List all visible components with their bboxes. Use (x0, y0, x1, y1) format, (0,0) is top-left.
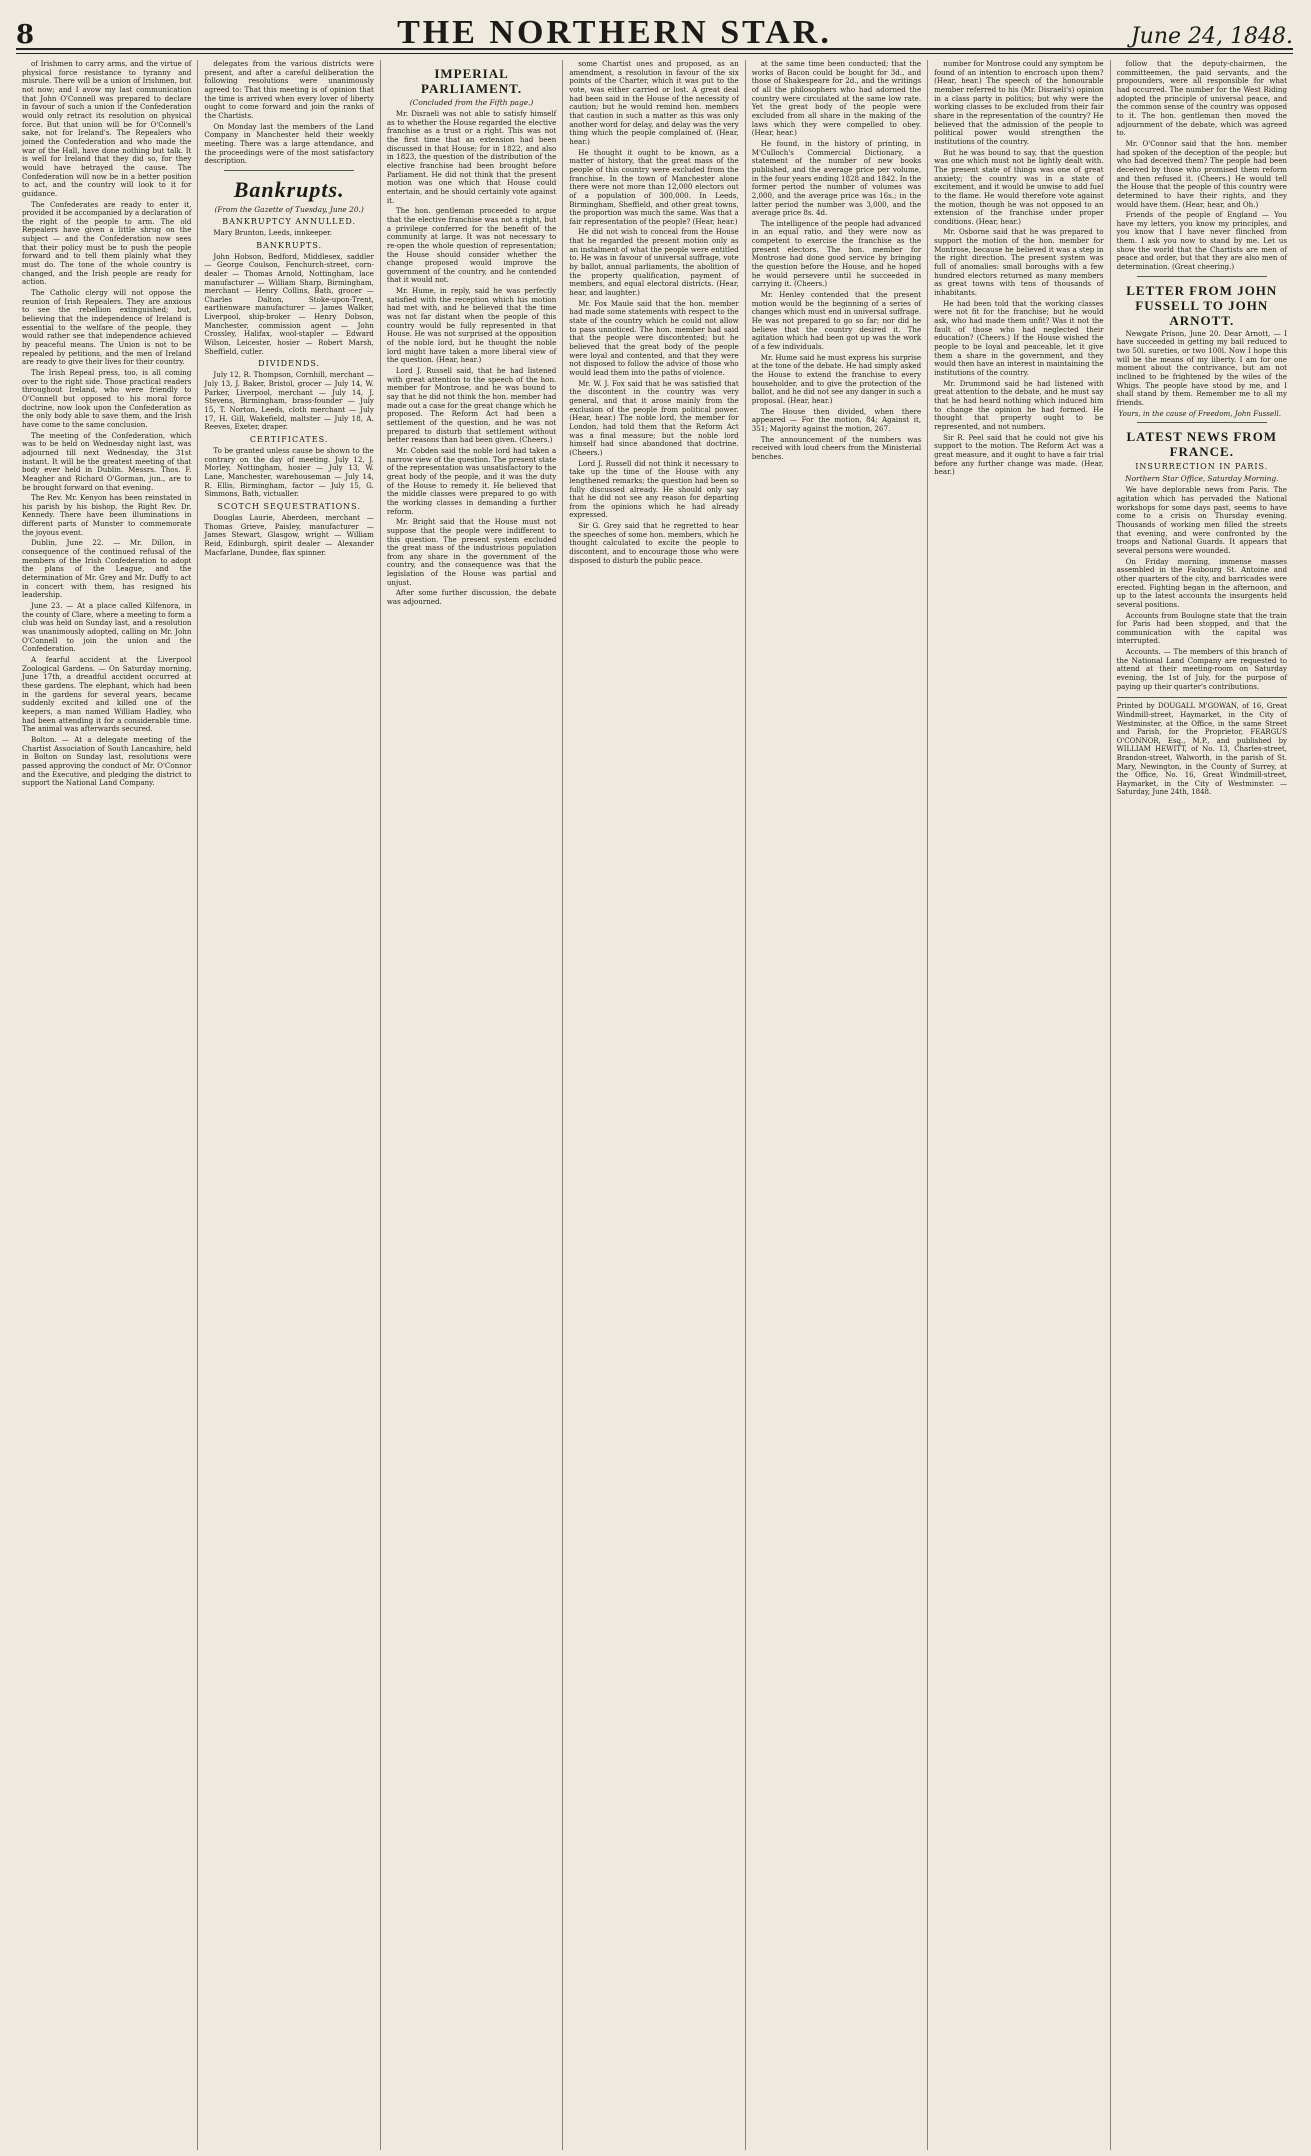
subheading: (Concluded from the Fifth page.) (409, 98, 534, 107)
paragraph: follow that the deputy-chairmen, the committeemen, the paid servants, and the propounders, were all responsible for what had occurred. The number for the West Riding adopted the principle of universal peace, and the common sense of the country was opposed to it. The hon. gentleman then moved the adjournment of the debate, which was agreed to. (1116, 60, 1287, 138)
issue-date: June 24, 1848. (1130, 24, 1293, 49)
paragraph: Sir G. Grey said that he regretted to hear the speeches of some hon. members, which he thought calculated to excite the people to discontent, and to encourage those who were disposed to disturb the public peace. (569, 521, 739, 565)
paragraph: Friends of the people of England — You have my letters, you know my principles, and you know that I have never flinched from them. I ask you now to stand by me. Let us show the world that the Chartists are men of peace and order, but that they are also men of determination. (Great cheering.) (1116, 210, 1287, 272)
caps-heading: INSURRECTION IN PARIS. (1135, 462, 1269, 472)
paragraph: We have deplorable news from Paris. The agitation which has pervaded the National workshops for some days past, seems to have come to a crisis on Thursday evening. Thousands of working men filled the streets that evening, and were confronted by the troops and National Guards. It appears that several persons were wounded. (1116, 485, 1287, 555)
paragraph: Dublin, June 22. — Mr. Dillon, in consequence of the continued refusal of the members of the Irish Confederation to adopt the plans of the League, and the determination of Mr. Grey and Mr. Duffy to act in concert with them, has resigned his leadership. (22, 538, 192, 600)
signature: Yours, in the cause of Freedom, John Fussell. (1118, 408, 1281, 418)
section-heading: LETTER FROM JOHN FUSSELL TO JOHN ARNOTT. (1126, 282, 1278, 328)
divider (224, 170, 353, 171)
paragraph: The Irish Repeal press, too, is all coming over to the right side. Those practical readers throughout Ireland, who were friendly to O'Connell but opposed to his moral force doctrine, now look upon the Confederation as the only body able to save them, and the Irish have come to the same conclusion. (22, 367, 192, 429)
paragraph: Mr. Cobden said the noble lord had taken a narrow view of the question. The present state of the representation was unsatisfactory to the great body of the people, and it was the duty of the House to remedy it. He believed that the middle classes were prepared to go with the working classes in demanding a further reform. (386, 445, 557, 516)
paragraph: June 23. — At a place called Kilfenora, in the county of Clare, where a meeting to form a club was held on Sunday last, and a resolution was unanimously adopted, calling on Mr. John O'Connell to join the union and the Confederation. (22, 601, 192, 654)
paragraph: The intelligence of the people had advanced in an equal ratio, and they were now as competent to exercise the franchise as the present electors. The hon. member for Montrose had done good service by bringing the question before the House, and he hoped he would persevere until he succeeded in carrying it. (Cheers.) (751, 218, 922, 289)
paragraph: After some further discussion, the debate was adjourned. (386, 588, 557, 607)
paragraph: Bolton. — At a delegate meeting of the Chartist Association of South Lancashire, held in Bolton on Sunday last, resolutions were passed approving the conduct of Mr. O'Connor and the Executive, and pledging the district to support the National Land Company. (22, 734, 192, 788)
column-6 (928, 60, 1110, 2150)
paragraph: Mr. Osborne said that he was prepared to support the motion of the hon. member for Montrose, because he believed it was a step in the right direction. The present system was full of anomalies: small boroughs with a few hundred electors returned as many members as great towns with tens of thousands of inhabitants. (934, 227, 1104, 298)
divider (1137, 422, 1267, 423)
column-2 (198, 60, 380, 2150)
paragraph: Accounts. — The members of this branch of the National Land Company are requested to attend at their meeting-room on Saturday evening, the 1st of July, for the purpose of paying up their quarter's contributions. (1116, 647, 1287, 691)
paragraph: Douglas Laurie, Aberdeen, merchant — Thomas Grieve, Paisley, manufacturer — James Stewart, Glasgow, wright — William Reid, Edinburgh, spirit dealer — Alexander Macfarlane, Dundee, flax spinner. (204, 512, 374, 557)
caps-heading: BANKRUPTS. (256, 240, 323, 250)
paragraph: Mr. Hume, in reply, said he was perfectly satisfied with the reception which his motion had met with, and he believed that the time was not far distant when the people of this country would be fully represented in that House. He was not surprised at the opposition of the noble lord, but he thought the noble lord might have taken a more liberal view of the question. (Hear, hear.) (386, 286, 557, 365)
divider (1137, 276, 1267, 277)
page-number: 8 (16, 20, 35, 50)
article-columns (16, 60, 1293, 2150)
paragraph: He had been told that the working classes were not fit for the franchise; but he would ask, who had made them unfit? Was it not the fault of those who had neglected their education? (Cheers.) If the House wished the people to be loyal and peaceable, let it give them a share in the government, and they would then have an interest in maintaining the institutions of the country. (934, 298, 1104, 377)
paragraph: To be granted unless cause be shown to the contrary on the day of meeting. July 12, J. Morley, Nottingham, hosier — July 13, W. Lane, Manchester, warehouseman — July 14, R. Ellis, Birmingham, factor — July 15, G. Simmons, Bath, victualler. (204, 446, 374, 499)
paragraph: Mr. Fox Maule said that the hon. member had made some statements with respect to the state of the country which he could not allow to pass unnoticed. The hon. member had said that the people were discontented; but he believed that the great body of the people were loyal and contented, and that they were not disposed to follow the advice of those who would lead them into the paths of violence. (569, 298, 739, 377)
paragraph: A fearful accident at the Liverpool Zoological Gardens. — On Saturday morning, June 17th, a dreadful accident occurred at these gardens. The elephant, which had been in the gardens for several years, became suddenly excited and killed one of the keepers, a man named William Hadley, who had been attending it for a considerable time. The animal was afterwards secured. (22, 654, 192, 734)
section-heading: Bankrupts. (233, 176, 345, 202)
paragraph: of Irishmen to carry arms, and the virtue of physical force resistance to tyranny and misrule. There will be a union of Irishmen, but not now; and I avow my last communication that John O'Connell was prepared to declare in favour of such a union if the Confederation would only retract its resolution on physical force. But that union will be for O'Connell's sake, not for Ireland's. The Repealers who joined the Confederation and who made the war of the Hall, have done nothing but talk. It is well for Ireland that they did so, for they would have betrayed the cause. The Confederation will now be in a better position to act, and the country will look to it for guidance. (22, 60, 192, 198)
paragraph: The Catholic clergy will not oppose the reunion of Irish Repealers. They are anxious to see the rebellion extinguished; but, believing that the independence of Ireland is essential to the welfare of the people, they would rather see that independence achieved by peaceful means. The Union is not to be repealed by petitions, and the men of Ireland are ready to give their lives for their country. (22, 288, 192, 367)
paragraph: The meeting of the Confederation, which was to be held on Wednesday night last, was adjourned till next Wednesday, the 31st instant. It will be the greatest meeting of that body ever held in Dublin. Messrs. Thos. F. Meagher and Richard O'Gorman, jun., are to be brought forward on that evening. (22, 430, 192, 492)
subheading: Northern Star Office, Saturday Morning. (1125, 474, 1279, 484)
paragraph: Mr. Disraeli was not able to satisfy himself as to whether the House regarded the elective franchise as a trust or a right. This was not the first time that an extension had been discussed in that House; for in 1822, and also in 1823, the question of the distribution of the elective franchise had been brought before Parliament. He did not think that the present motion was one which that House could entertain, and he should certainly vote against it. (386, 109, 557, 205)
subheading: (From the Gazette of Tuesday, June 20.) (214, 204, 364, 214)
paragraph: The Confederates are ready to enter it, provided it be accompanied by a declaration of the right of the people to arm. The old Repealers have given a little shrug on the subject — and the Confederation now sees that their policy must be to push the people forward and to tell them plainly what they must do. The tone of the whole country is changed, and the Irish people are ready for action. (22, 199, 192, 287)
paragraph: The Rev. Mr. Kenyon has been reinstated in his parish by his bishop, the Right Rev. Dr. Kennedy. There have been illuminations in different parts of Munster to commemorate the joyous event. (22, 493, 192, 537)
paragraph: He thought it ought to be known, as a matter of history, that the great mass of the people of this country were excluded from the franchise. In the town of Manchester alone there were not more than 12,000 electors out of a population of 300,000. In Leeds, Birmingham, Sheffield, and other great towns, the proportion was much the same. Was that a fair representation of the people? (Hear, hear.) (569, 147, 739, 226)
paragraph: Mr. Henley contended that the present motion would be the beginning of a series of changes which must end in universal suffrage. He was not prepared to go so far; nor did he believe that the country desired it. The agitation which had been got up was the work of a few individuals. (751, 290, 922, 351)
paragraph: On Friday morning, immense masses assembled in the Faubourg St. Antoine and other quarters of the city, and barricades were erected. Fighting began in the afternoon, and up to the latest accounts the insurgents held several positions. (1116, 556, 1287, 609)
column-1 (16, 60, 198, 2150)
caps-heading: DIVIDENDS. (258, 359, 321, 369)
paragraph: delegates from the various districts were present, and after a careful deliberation the following resolutions were unanimously agreed to: That this meeting is of opinion that the time is arrived when every lover of liberty ought to come forward and join the ranks of the Chartists. (204, 60, 374, 120)
paragraph: Mr. Bright said that the House must not suppose that the people were indifferent to this question. The present system excluded the great mass of the industrious population from any share in the government of the country, and the consequence was that the legislation of the House was partial and unjust. (386, 517, 557, 587)
paragraph: Lord J. Russell did not think it necessary to take up the time of the House with any lengthened remarks; the question had been so fully discussed already. He should only say that he did not see any reason for departing from the opinions which he had already expressed. (569, 458, 739, 520)
paragraph: Sir R. Peel said that he could not give his support to the motion. The Reform Act was a great measure, and it ought to have a fair trial before any further change was made. (Hear, hear.) (934, 432, 1104, 477)
newspaper-title: THE NORTHERN STAR. (397, 14, 832, 51)
section-heading: LATEST NEWS FROM FRANCE. (1126, 429, 1278, 460)
paragraph: But he was bound to say, that the question was one which must not be lightly dealt with. The present state of things was one of great anxiety; the country was in a state of excitement, and it would be unwise to add fuel to the flame. He would therefore vote against the motion, though he was not opposed to an extension of the franchise under proper conditions. (Hear, hear.) (934, 147, 1104, 226)
column-7 (1111, 60, 1293, 2150)
paragraph: Mr. W. J. Fox said that he was satisfied that the discontent in the country was very general, and that it arose mainly from the exclusion of the people from political power. (Hear, hear.) The noble lord, the member for London, had told them that the Reform Act was a final measure; but the noble lord himself had since abandoned that doctrine. (Cheers.) (569, 378, 739, 457)
paragraph: The hon. gentleman proceeded to argue that the elective franchise was not a right, but a privilege conferred for the benefit of the community at large. It was not necessary to re-open the whole question of representation; the House should consider whether the change proposed would improve the government of the country, and he contended that it would not. (386, 206, 557, 285)
paragraph: Mr. Drummond said he had listened with great attention to the debate, and he must say that he had heard nothing which induced him to change the opinion he had formed. He thought that property ought to be represented, and not numbers. (934, 378, 1104, 431)
masthead (16, 14, 1293, 50)
paragraph: The announcement of the numbers was received with loud cheers from the Ministerial benches. (751, 434, 922, 461)
paragraph: Mr. O'Connor said that the hon. member had spoken of the deception of the people; but who had deceived them? The people had been deceived by those who promised them reform and then refused it. (Cheers.) He would tell the House that the people of this country were determined to have their rights, and they would have them. (Hear, hear, and Oh.) (1116, 138, 1287, 209)
section-heading: IMPERIAL PARLIAMENT. (420, 66, 523, 96)
paragraph: John Hobson, Bedford, Middlesex, saddler — George Coulson, Fenchurch-street, corn-dealer — Thomas Arnold, Nottingham, lace manufacturer — William Sharp, Birmingham, merchant — Henry Collins, Bath, grocer — Charles Dalton, Stoke-upon-Trent, earthenware manufacturer — James Walker, Liverpool, ship-broker — Henry Dobson, Manchester, commission agent — John Crossley, Halifax, wool-stapler — Edward Wilson, Leicester, hosier — Robert Marsh, Sheffield, cutler. (204, 251, 374, 356)
paragraph: at the same time been conducted; that the works of Bacon could be bought for 3d., and those of Shakespeare for 2d., and the writings of all the philosophers who had adorned the country were circulated at the same low rate. Yet the great body of the people were excluded from all share in the making of the laws which they were compelled to obey. (Hear, hear.) (751, 60, 922, 138)
paragraph: He did not wish to conceal from the House that he regarded the present motion only as an instalment of what the people were entitled to. He was in favour of universal suffrage, vote by ballot, annual parliaments, the abolition of the property qualification, payment of members, and equal electoral districts. (Hear, hear, and laughter.) (569, 227, 739, 298)
caps-heading: SCOTCH SEQUESTRATIONS. (217, 501, 361, 511)
caps-heading: CERTIFICATES. (249, 435, 329, 444)
column-4 (563, 60, 745, 2150)
paragraph: Accounts from Boulogne state that the train for Paris had been stopped, and that the communication with the capital was interrupted. (1116, 610, 1287, 646)
paragraph: Lord J. Russell said, that he had listened with great attention to the speech of the hon. member for Montrose, and he was bound to say that he did not think the hon. member had made out a case for the great change which he proposed. The Reform Act had been a settlement of the question, and he was not prepared to disturb that settlement without better reasons than had been given. (Cheers.) (386, 366, 557, 445)
paragraph: The House then divided, when there appeared — For the motion, 84; Against it, 351; Majority against the motion, 267. (751, 406, 922, 433)
column-3 (381, 60, 563, 2150)
paragraph: July 12, R. Thompson, Cornhill, merchant — July 13, J. Baker, Bristol, grocer — July 14, W. Parker, Liverpool, merchant — July 14, J. Stevens, Birmingham, brass-founder — July 15, T. Norton, Leeds, cloth merchant — July 17, H. Gill, Wakefield, maltster — July 18, A. Reeves, Exeter, draper. (204, 370, 374, 432)
paragraph: some Chartist ones and proposed, as an amendment, a resolution in favour of the six points of the Charter, which it was put to the vote, was either carried or lost. A great deal had been said in the House of the necessity of caution; but he would remind hon. members that caution in such a matter as this was only another word for delay, and delay was the very thing which the people complained of. (Hear, hear.) (569, 60, 739, 146)
column-5 (746, 60, 928, 2150)
paragraph: Mary Brunton, Leeds, innkeeper. (213, 227, 333, 237)
paragraph: He found, in the history of printing, in M'Culloch's Commercial Dictionary, a statement of the number of new books published, and the average price per volume, in the four years ending 1828 and 1842. In the former period the number of volumes was 2,000, and the average price was 16s.; in the latter period the number was 3,000, and the average price 8s. 4d. (751, 138, 922, 218)
caps-heading: BANKRUPTCY ANNULLED. (222, 216, 356, 226)
paragraph: Mr. Hume said he must express his surprise at the tone of the debate. He had simply asked the House to extend the franchise to every householder, and to give the protection of the ballot, and he did not see any danger in such a proposal. (Hear, hear.) (751, 352, 922, 405)
paragraph: number for Montrose could any symptom be found of an intention to encroach upon them? (Hear, hear.) The speech of the honourable member referred to his (Mr. Disraeli's) opinion in a class party in politics; but why were the working classes to be excluded from their fair share in the representation of the country? He believed that the admission of the people to political power would strengthen the institutions of the country. (934, 60, 1104, 146)
imprint: Printed by DOUGALL M'GOWAN, of 16, Great Windmill-street, Haymarket, in the City of Westminster, at the Office, in the same Street and Parish, for the Proprietor, FEARGUS O'CONNOR, Esq., M.P., and published by WILLIAM HEWITT, of No. 13, Charles-street, Brandon-street, Walworth, in the parish of St. Mary, Newington, in the County of Surrey, at the Office, No. 16, Great Windmill-street, Haymarket, in the City of Westminster. — Saturday, June 24th, 1848. (1117, 697, 1287, 797)
paragraph: On Monday last the members of the Land Company in Manchester held their weekly meeting. There was a large attendance, and the proceedings were of the most satisfactory description. (204, 121, 374, 166)
paragraph: Newgate Prison, June 20. Dear Arnott, — I have succeeded in getting my bail reduced to two 50l. sureties, or two 100l. Now I hope this will be the means of my liberty. I am for one moment about the contrivance, but am not inclined to be frightened by the wiles of the Whigs. The people have stood by me, and I shall stand by them. Remember me to all my friends. (1116, 328, 1287, 407)
